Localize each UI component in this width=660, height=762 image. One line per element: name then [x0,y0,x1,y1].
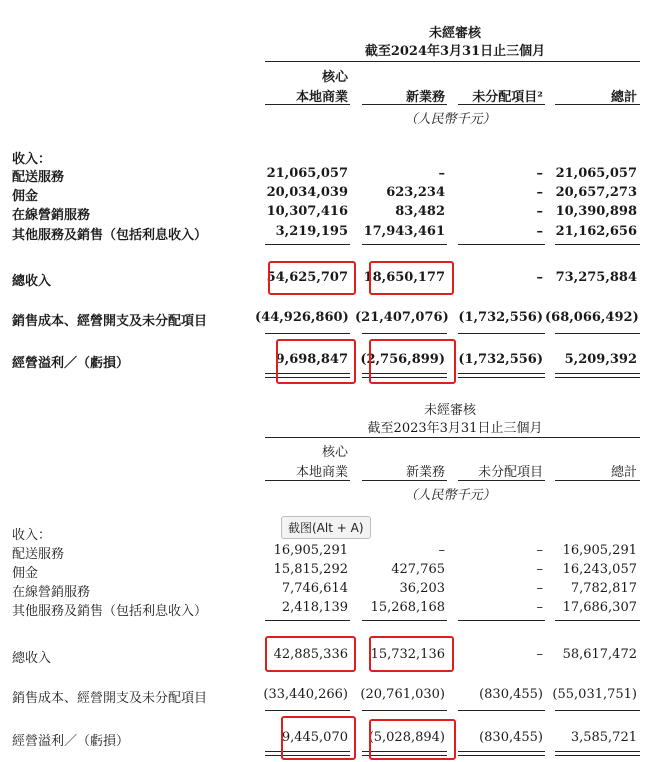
sum-rule [458,333,545,334]
col-rule-unalloc-2023 [458,480,545,481]
cell-new: 83,482 [395,204,445,219]
costs-new-2024: (21,407,076) [355,310,449,325]
highlight-box [369,261,454,295]
row-label: 佣金 [12,189,39,204]
period-label-2023: 截至2023年3月31日止三個月 [367,421,543,436]
total-revenue-core-2023: 42,885,336 [273,647,348,662]
col-rule-new-2024 [362,104,447,105]
cell-core: 15,815,292 [273,562,348,577]
cell-new: 623,234 [386,185,445,200]
op-profit-label-2024: 經營溢利／（虧損） [12,356,130,371]
cell-unalloc: – [536,185,543,200]
sum-rule [555,620,640,621]
col-core-line2-2023: 本地商業 [295,465,348,480]
sum-rule [265,244,350,245]
cell-unalloc: – [536,562,543,577]
header-rule-2024 [265,61,640,62]
cell-unalloc: – [536,543,543,558]
sum-rule [362,710,447,711]
sum-rule [265,710,350,711]
col-rule-unalloc-2024 [458,104,545,105]
row-label: 其他服務及銷售（包括利息收入） [12,604,208,619]
total-revenue-label-2024: 總收入 [12,274,52,289]
costs-label-2024: 銷售成本、經營開支及未分配項目 [12,314,208,329]
cell-total: 7,782,817 [570,581,637,596]
sum-rule [362,244,447,245]
cell-core: 3,219,195 [275,224,348,239]
highlight-box [276,339,356,384]
cell-core: 21,065,057 [266,166,348,181]
op-profit-new-2023: (5,028,894) [368,730,445,745]
total-revenue-total-2024: 73,275,884 [555,270,637,285]
sum-rule [265,333,350,334]
costs-core-2023: (33,440,266) [263,687,348,702]
cell-total: 21,162,656 [555,224,637,239]
row-label: 配送服務 [12,170,65,185]
cell-unalloc: – [536,204,543,219]
row-label: 其他服務及銷售（包括利息收入） [12,228,208,243]
cell-total: 21,065,057 [555,166,637,181]
costs-total-2024: (68,066,492) [545,310,639,325]
row-label: 配送服務 [12,547,65,562]
col-total-2024: 總計 [610,90,637,105]
sum-rule [458,244,545,245]
op-profit-total-2024: 5,209,392 [564,352,637,367]
highlight-box [281,716,356,760]
costs-unalloc-2023: (830,455) [479,687,543,702]
col-core-line1-2024: 核心 [321,70,348,85]
cell-total: 16,905,291 [562,543,637,558]
op-profit-label-2023: 經營溢利／（虧損） [12,734,130,749]
col-core-line1-2023: 核心 [321,445,348,460]
total-revenue-new-2023: 15,732,136 [370,647,445,662]
op-profit-total-2023: 3,585,721 [570,730,637,745]
total-revenue-label-2023: 總收入 [12,651,52,666]
cell-new: 36,203 [399,581,445,596]
total-revenue-unalloc-2024: – [536,270,543,285]
row-label: 在線營銷服務 [12,208,91,223]
revenue-heading-2023: 收入： [12,528,52,543]
op-profit-core-2024: 9,698,847 [275,352,348,367]
cell-total: 16,243,057 [562,562,637,577]
sum-rule [555,244,640,245]
sum-rule [458,710,545,711]
cell-total: 20,657,273 [555,185,637,200]
cell-core: 20,034,039 [266,185,348,200]
cell-new: – [438,166,445,181]
cell-core: 10,307,416 [266,204,348,219]
cell-unalloc: – [536,600,543,615]
screenshot-tooltip: 截图(Alt + A) [281,516,371,539]
col-unalloc-2023: 未分配項目 [477,465,543,480]
total-revenue-core-2024: 54,625,707 [266,270,348,285]
double-rule [555,373,640,378]
sum-rule [555,710,640,711]
costs-unalloc-2024: (1,732,556) [458,310,543,325]
highlight-box [369,636,454,672]
total-revenue-new-2024: 18,650,177 [363,270,445,285]
cell-core: 2,418,139 [281,600,348,615]
header-rule-2023 [265,437,640,438]
op-profit-new-2024: (2,756,899) [360,352,445,367]
sum-rule [362,620,447,621]
col-new-2024: 新業務 [405,90,445,105]
cell-new: 17,943,461 [363,224,445,239]
col-rule-new-2023 [362,480,447,481]
total-revenue-total-2023: 58,617,472 [562,647,637,662]
costs-total-2023: (55,031,751) [552,687,637,702]
audit-label-2024: 未經審核 [428,26,481,41]
cell-new: – [438,543,445,558]
col-new-2023: 新業務 [405,465,445,480]
row-label: 佣金 [12,566,39,581]
op-profit-unalloc-2024: (1,732,556) [458,352,543,367]
audit-label-2023: 未經審核 [423,403,476,418]
sum-rule [555,333,640,334]
unit-label-2024: （人民幣千元） [404,112,496,127]
costs-new-2023: (20,761,030) [360,687,445,702]
costs-core-2024: (44,926,860) [255,310,349,325]
period-label-2024: 截至2024年3月31日止三個月 [364,44,546,59]
cell-new: 15,268,168 [370,600,445,615]
costs-label-2023: 銷售成本、經營開支及未分配項目 [12,691,208,706]
col-unalloc-2024: 未分配項目² [472,90,543,105]
col-rule-core-2023 [265,480,350,481]
highlight-box [369,339,456,384]
cell-total: 10,390,898 [555,204,637,219]
highlight-box [369,719,456,760]
sum-rule [362,333,447,334]
col-core-line2-2024: 本地商業 [295,90,348,105]
cell-unalloc: – [536,581,543,596]
highlight-box [265,636,356,672]
double-rule [458,373,545,378]
double-rule [458,751,545,756]
col-rule-core-2024 [265,104,350,105]
op-profit-unalloc-2023: (830,455) [479,730,543,745]
col-total-2023: 總計 [610,465,637,480]
highlight-box [268,261,356,295]
sum-rule [458,620,545,621]
op-profit-core-2023: 9,445,070 [281,730,348,745]
sum-rule [265,620,350,621]
cell-total: 17,686,307 [562,600,637,615]
unit-label-2023: （人民幣千元） [404,488,496,503]
cell-unalloc: – [536,166,543,181]
col-rule-total-2024 [555,104,640,105]
cell-unalloc: – [536,224,543,239]
total-revenue-unalloc-2023: – [536,647,543,662]
cell-core: 7,746,614 [281,581,348,596]
row-label: 在線營銷服務 [12,585,91,600]
double-rule [555,751,640,756]
revenue-heading-2024: 收入： [12,152,52,167]
cell-core: 16,905,291 [273,543,348,558]
col-rule-total-2023 [555,480,640,481]
cell-new: 427,765 [391,562,445,577]
